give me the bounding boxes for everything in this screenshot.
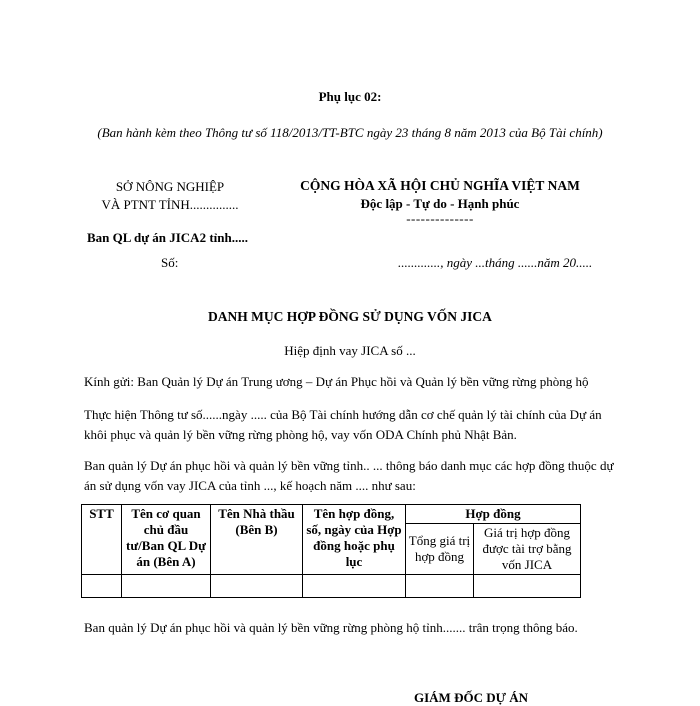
notification-paragraph: Ban quản lý Dự án phục hồi và quản lý bền vững tỉnh.. ... thông báo danh mục các hợp đồng thuộc dự án sử dụng vốn vay JICA của tỉnh ..., kế hoạch năm .... như sau:	[84, 458, 614, 493]
department-line-2: VÀ PTNT TỈNH...............	[101, 197, 239, 212]
motto-underline: --------------	[406, 211, 474, 226]
project-board-name: Ban QL dự án JICA2 tỉnh.....	[87, 230, 248, 245]
table-header-row	[82, 505, 581, 524]
table-cell	[82, 575, 122, 598]
department-name	[95, 178, 245, 214]
contract-table	[81, 504, 581, 598]
header-agency: Tên cơ quan chủ đầu tư/Ban QL Dự án (Bên A)	[122, 505, 211, 575]
header-contractor: Tên Nhà thầu (Bên B)	[211, 505, 303, 575]
country-name: CỘNG HÒA XÃ HỘI CHỦ NGHĨA VIỆT NAM	[300, 178, 580, 193]
appendix-title: Phụ lục 02:	[318, 89, 382, 104]
table-row	[82, 575, 581, 598]
signature-title: GIÁM ĐỐC DỰ ÁN	[414, 690, 528, 705]
header-contract-group: Hợp đồng	[406, 505, 581, 524]
department-line-1: SỞ NÔNG NGHIỆP	[115, 179, 225, 194]
table-cell	[122, 575, 211, 598]
closing-line: Ban quản lý Dự án phục hồi và quản lý bền vững rừng phòng hộ tỉnh....... trân trọng thông báo.	[84, 620, 578, 635]
table-cell	[211, 575, 303, 598]
date-line: ............., ngày ...tháng ......năm 20.....	[398, 255, 593, 270]
recipient-line: Kính gửi: Ban Quản lý Dự án Trung ương – Dự án Phục hồi và Quản lý bền vững rừng phòng hộ	[84, 374, 589, 389]
issued-note: (Ban hành kèm theo Thông tư số 118/2013/TT-BTC ngày 23 tháng 8 năm 2013 của Bộ Tài chính)	[97, 125, 603, 140]
table-cell	[474, 575, 581, 598]
table-cell	[303, 575, 406, 598]
header-stt: STT	[82, 505, 122, 575]
table-cell	[406, 575, 474, 598]
header-jica-value: Giá trị hợp đồng được tài trợ bằng vốn JICA	[474, 524, 581, 575]
national-motto: Độc lập - Tự do - Hạnh phúc	[360, 196, 520, 211]
header-contract-name: Tên hợp đồng, số, ngày của Hợp đồng hoặc phụ lục	[303, 505, 406, 575]
header-total-value: Tổng giá trị hợp đồng	[406, 524, 474, 575]
loan-agreement-line: Hiệp định vay JICA số ...	[284, 343, 416, 358]
implementation-paragraph: Thực hiện Thông tư số......ngày ..... của Bộ Tài chính hướng dẫn cơ chế quản lý tài chính của Dự án khôi phục và quản lý bền vững rừng phòng hộ, vay vốn ODA Chính phủ Nhật Bản.	[84, 407, 602, 442]
document-title: DANH MỤC HỢP ĐỒNG SỬ DỤNG VỐN JICA	[208, 309, 492, 324]
document-number: Số:	[161, 255, 179, 270]
